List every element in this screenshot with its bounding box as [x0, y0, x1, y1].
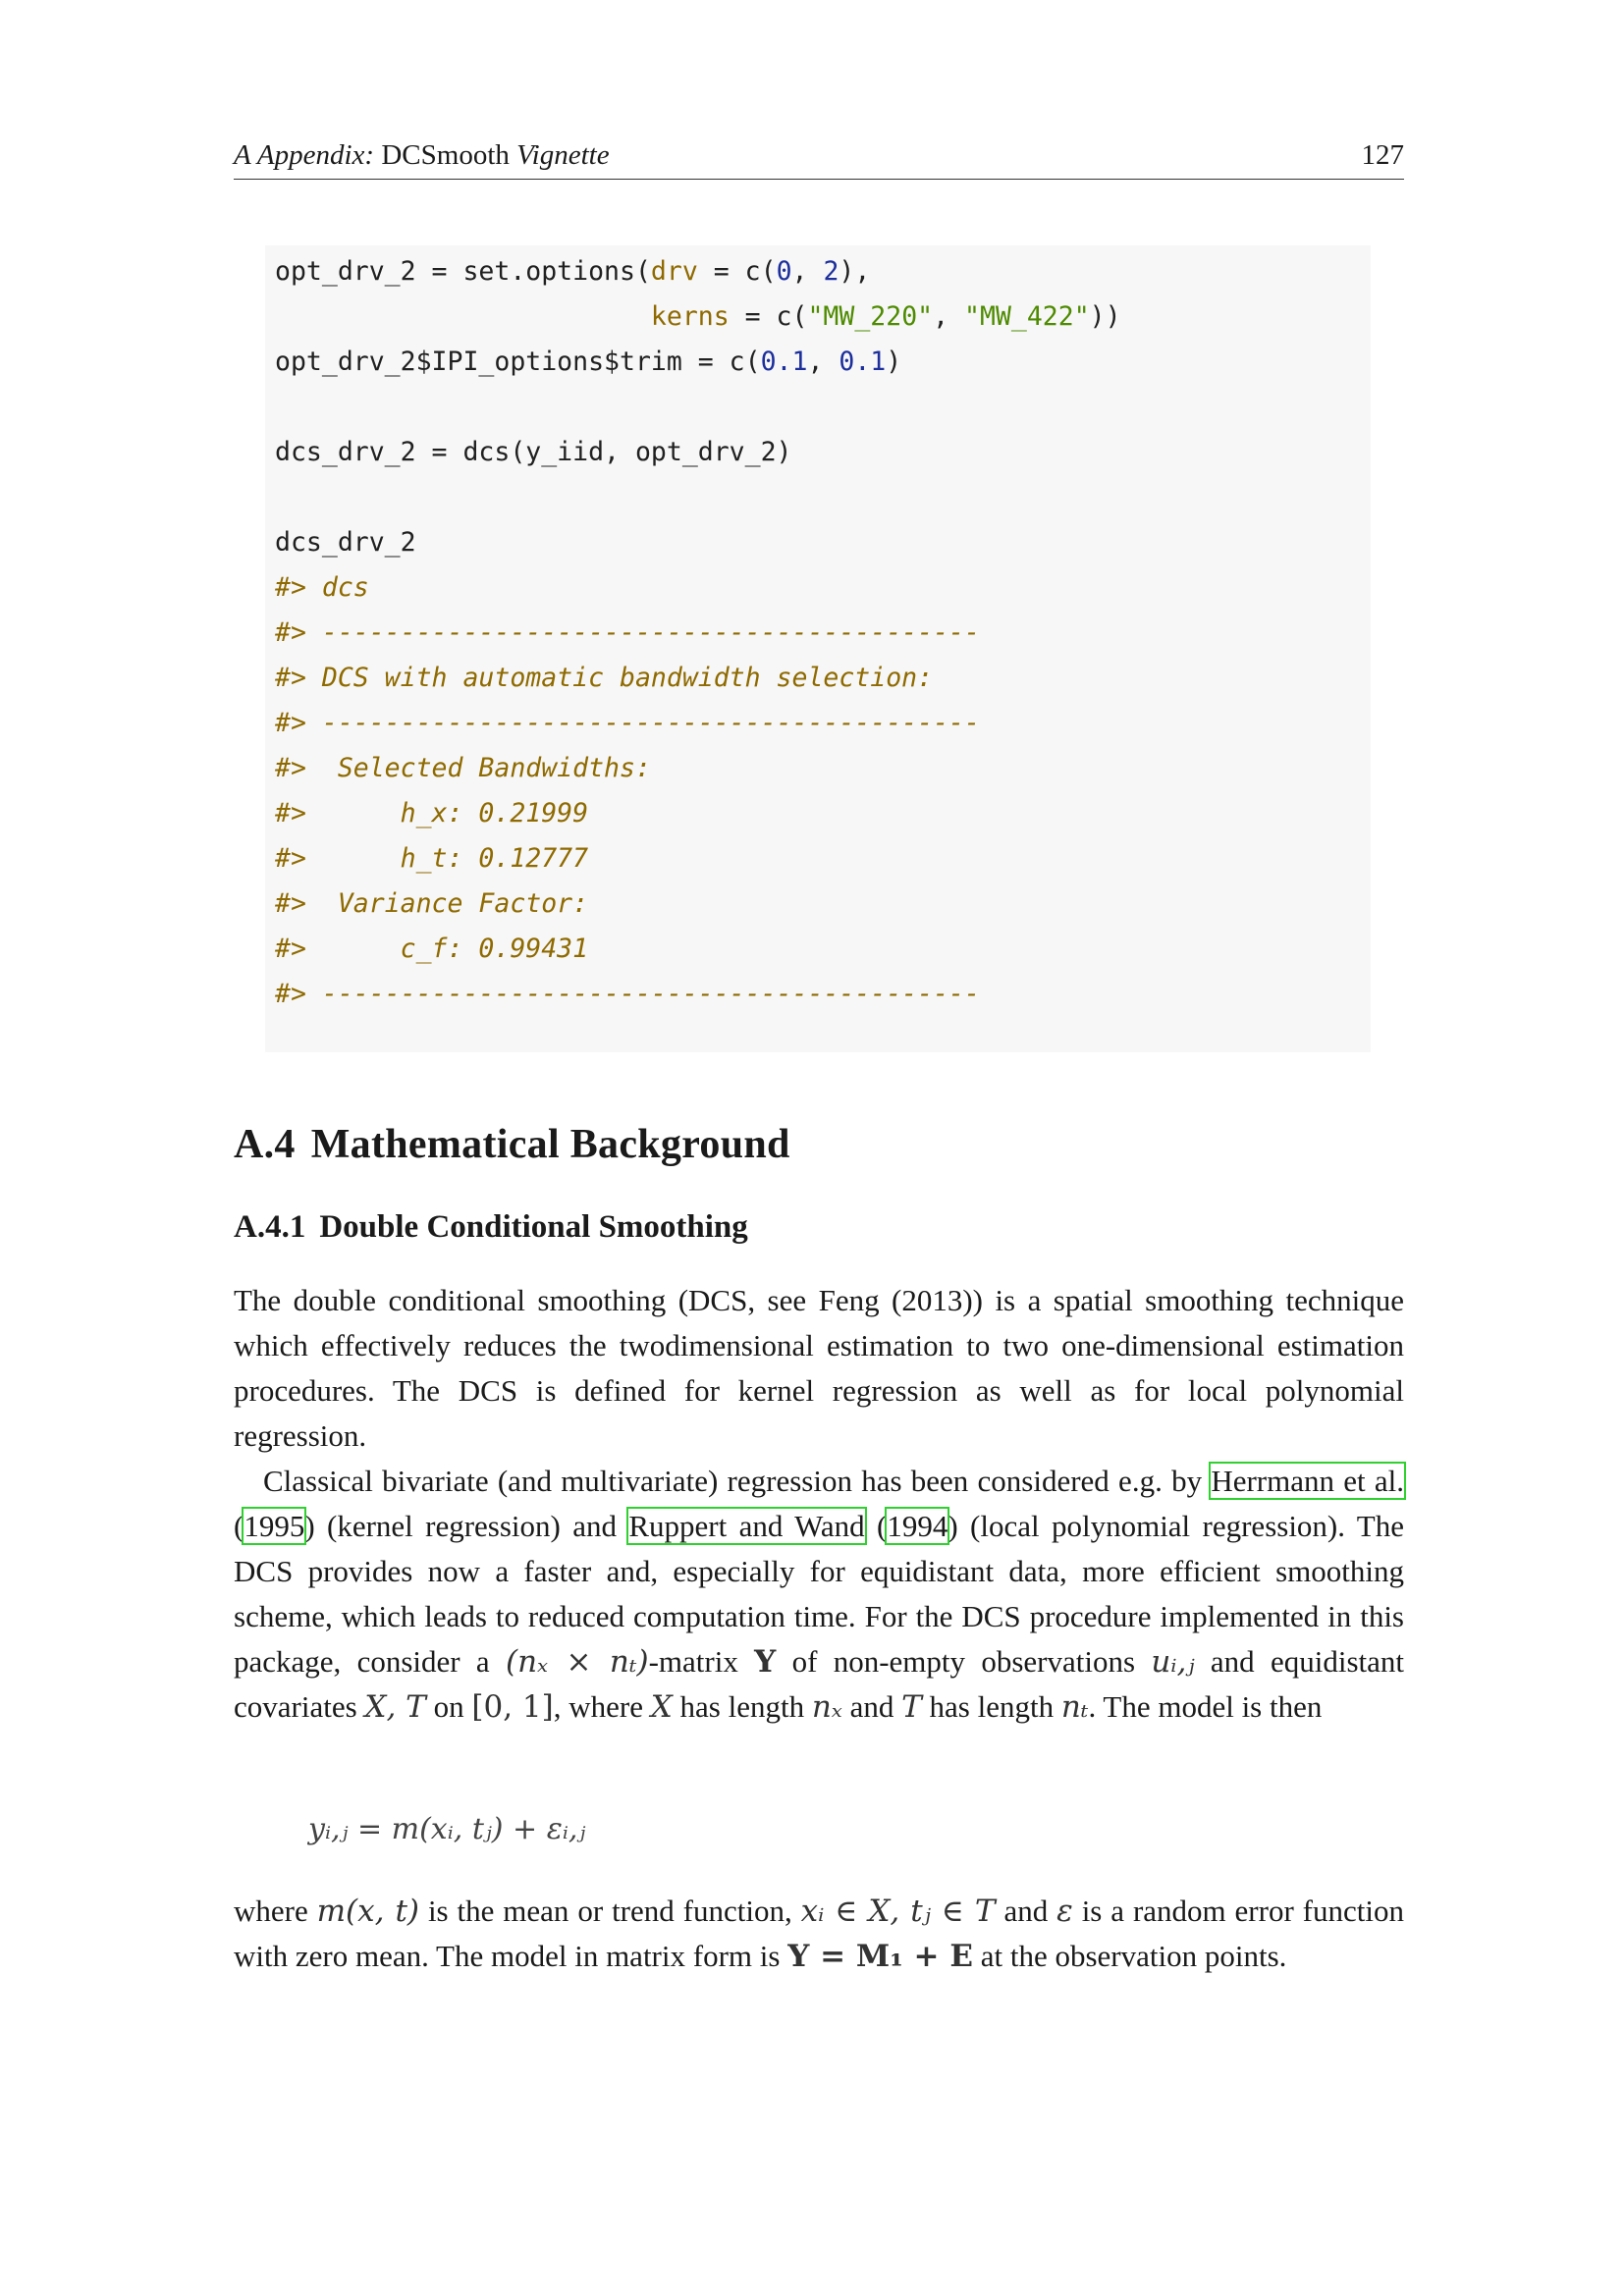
paragraph-bivariate: Classical bivariate (and multivariate) regression has been considered e.g. by Herrmann et al. (1995) (kernel regression) and Ruppert and Wand (1994) (local polynomial regression). The DCS provides now a faster and, especially for equidistant data, more efficient smoothing scheme, which leads to reduced computation time. For the DCS procedure implemented in this package, consider a (nₓ × nₜ)-matrix Y of non-empty observations uᵢ,ⱼ and equidistant covariates X, T on [0, 1], where X has length nₓ and T has length nₜ. The model is then [234, 1464, 1405, 1725]
paragraph-intro: The double conditional smoothing (DCS, see Feng (2013)) is a spatial smoothing technique which effectively reduces the twodimensional estimation to two one-dimensional estimation procedures. The DCS is defined for kernel regression as well as for local polynomial regression. [234, 1283, 1404, 1453]
subsection-heading [234, 1209, 748, 1246]
page-number: 127 [1361, 139, 1404, 171]
section-number: A.4 [234, 1122, 296, 1167]
section-heading [234, 1121, 790, 1168]
code-line: #> DCS with automatic bandwidth selection: [275, 663, 934, 693]
code-line: #> h_x: 0.21999 [275, 798, 589, 828]
appendix-label: A Appendix: [234, 139, 375, 171]
page-header [234, 132, 1404, 180]
model-equation: yᵢ,ⱼ = m(xᵢ, tⱼ) + εᵢ,ⱼ [308, 1812, 586, 1846]
running-title [234, 139, 610, 172]
code-line: opt_drv_2$IPI_options$trim = c(0.1, 0.1) [275, 347, 902, 377]
citation-year-link-1995[interactable]: 1995 [244, 1509, 305, 1543]
paragraph-model: where m(x, t) is the mean or trend function, xᵢ ∈ X, tⱼ ∈ T and ε is a random error function with zero mean. The model in matrix form is Y = M₁ + E at the observation points. [234, 1894, 1404, 1974]
code-line: opt_drv_2 = set.options(drv = c(0, 2), [275, 256, 871, 287]
code-line: #> Selected Bandwidths: [275, 753, 651, 783]
code-line: kerns = c("MW_220", "MW_422")) [650, 301, 1121, 332]
vignette-label: Vignette [516, 139, 610, 171]
subsection-number: A.4.1 [234, 1209, 306, 1245]
code-line [275, 385, 1121, 430]
code-line: #> c_f: 0.99431 [275, 934, 589, 964]
code-block [275, 249, 1121, 1017]
code-line: dcs_drv_2 [275, 527, 416, 558]
code-line: #> dcs [275, 572, 369, 603]
section-title: Mathematical Background [310, 1122, 790, 1167]
code-line: #> ------------------------------------------ [275, 617, 980, 648]
citation-link-ruppert-wand[interactable]: Ruppert and Wand [628, 1509, 865, 1543]
code-line: #> ------------------------------------------ [275, 708, 980, 738]
code-line: #> ------------------------------------------ [275, 979, 980, 1009]
citation-link-herrmann[interactable]: Herrmann et al. [1211, 1464, 1404, 1498]
subsection-title: Double Conditional Smoothing [319, 1209, 748, 1245]
code-line: dcs_drv_2 = dcs(y_iid, opt_drv_2) [275, 437, 792, 467]
code-line: #> h_t: 0.12777 [275, 843, 589, 874]
code-line [275, 475, 1121, 520]
package-name: DCSmooth [381, 139, 510, 171]
code-line: #> Variance Factor: [275, 888, 589, 919]
citation-year-link-1994[interactable]: 1994 [887, 1509, 948, 1543]
